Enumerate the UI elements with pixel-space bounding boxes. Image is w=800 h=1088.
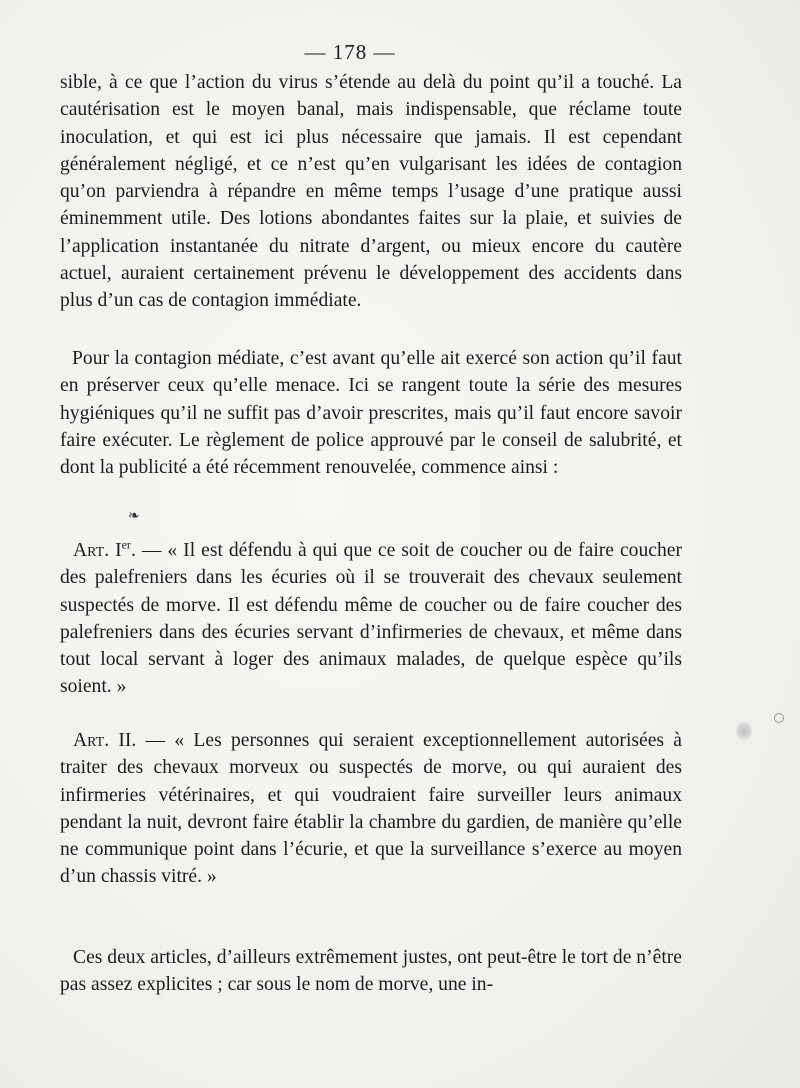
article-1-label: Art. I (73, 540, 122, 561)
paragraph-cauterisation: sible, à ce que l’action du virus s’étende au delà du point qu’il a touché. La cautérisation est le moyen banal, mais indispensable, que réclame toute inoculation, et qui est ici plus nécessaire que jamais. Il est cependant généralement négligé, et ce n’est qu’en vulgarisant les idées de contagion qu’on parviendra à répandre en même temps l’usage d’une pratique aussi éminemment utile. Des lotions abondantes faites sur la plaie, et suivies de l’application instantanée du nitrate d’argent, ou mieux encore du cautère actuel, auraient certainement prévenu le développement des accidents dans plus d’un cas de contagion immédiate. (60, 72, 682, 312)
article-1-sup: er (121, 537, 131, 552)
article-1-text: . — « Il est défendu à qui que ce soit de coucher ou de faire coucher des palefreniers dans les écuries où il se trouverait des chevaux seulement suspectés de morve. Il est défendu même de coucher ou de faire coucher des palefreniers dans des écuries servant d’infirmeries de chevaux, et même dans tout local servant à loger des animaux malades, de quelque espèce qu’ils soient. » (60, 540, 682, 698)
paragraph-contagion-mediate: Pour la contagion médiate, c’est avant qu’elle ait exercé son action qu’il faut en préserver ceux qu’elle menace. Ici se rangent toute la série des mesures hygiéniques qu’il ne suffit pas d’avoir prescrites, mais qu’il faut encore savoir faire exécuter. Le règlement de police approuvé par le conseil de salubrité, et dont la publicité a été récemment renouvelée, commence ainsi : (60, 348, 682, 479)
article-2 (60, 727, 682, 891)
page-number: — 178 — (304, 40, 396, 64)
article-2-text: — « Les personnes qui seraient exceptionnellement autorisées à traiter des chevaux morveux ou suspectés de morve, ou qui auraient des infirmeries vétérinaires, et qui voudraient faire surveiller leurs animaux pendant la nuit, devront faire établir la chambre du gardien, de manière qu’elle ne communique point dans l’écurie, et que la surveillance s’exerce au moyen d’un chassis vitré. » (60, 730, 682, 888)
article-1 (60, 537, 682, 701)
ink-smudge (736, 720, 752, 742)
margin-dot (774, 713, 784, 723)
paragraph-conclusion: Ces deux articles, d’ailleurs extrêmement justes, ont peut-être le tort de n’être pas assez explicites ; car sous le nom de morve, une in- (60, 947, 682, 996)
article-2-label: Art. II. (73, 730, 137, 751)
ornament-icon: ❧ (128, 509, 140, 524)
